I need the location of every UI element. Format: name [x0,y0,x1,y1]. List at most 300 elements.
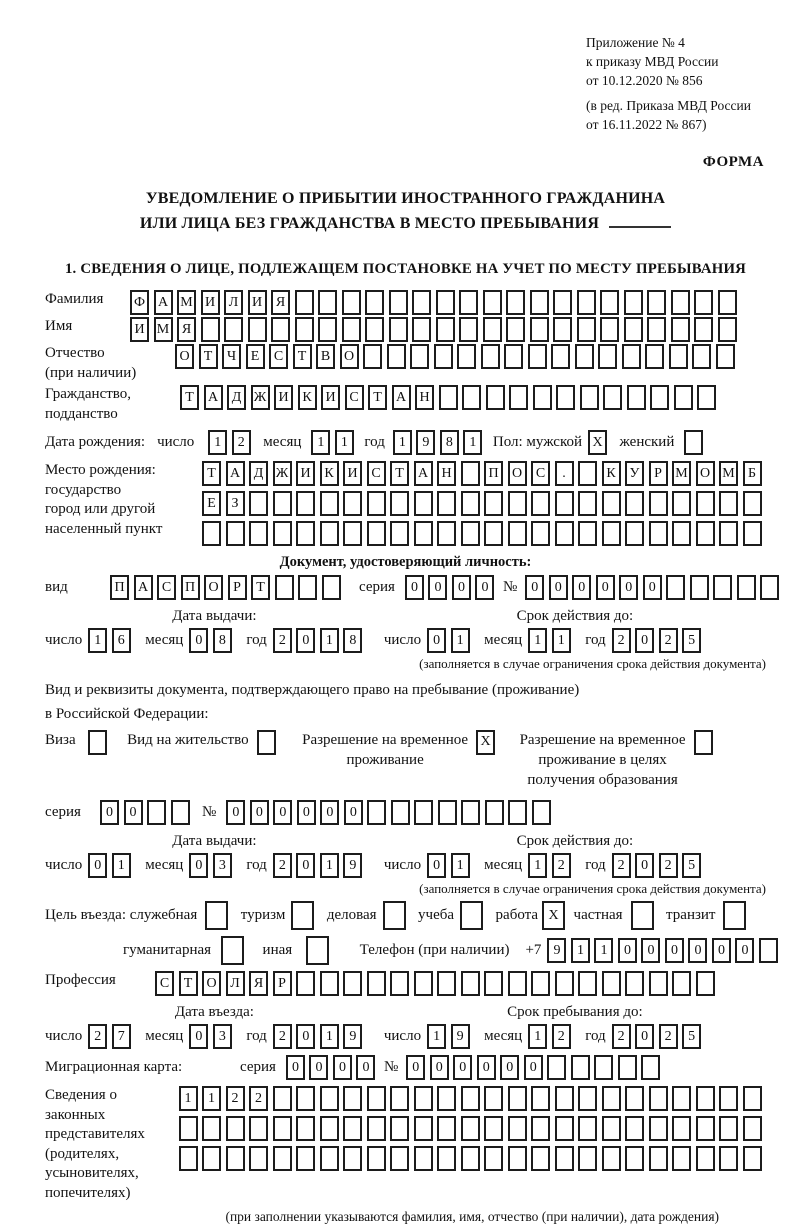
form-cell[interactable]: 0 [333,1055,352,1080]
form-cell[interactable]: Б [743,461,762,486]
form-cell[interactable] [318,317,337,342]
form-cell[interactable]: А [392,385,411,410]
form-cell[interactable] [461,1086,480,1111]
form-cell[interactable]: О [175,344,194,369]
form-cell[interactable] [743,521,762,546]
form-cell[interactable] [649,1146,668,1171]
form-cell[interactable]: 2 [249,1086,268,1111]
form-cell[interactable]: Т [199,344,218,369]
form-cell[interactable]: 1 [528,853,547,878]
form-cell[interactable]: В [316,344,335,369]
form-cell[interactable]: Я [177,317,196,342]
form-cell[interactable] [343,1146,362,1171]
form-cell[interactable]: 1 [571,938,590,963]
form-cell[interactable] [578,491,597,516]
form-cell[interactable] [484,1146,503,1171]
form-cell[interactable] [578,1116,597,1141]
form-cell[interactable]: А [134,575,153,600]
form-cell[interactable]: 1 [451,853,470,878]
form-cell[interactable] [390,971,409,996]
form-cell[interactable] [410,344,429,369]
form-cell[interactable] [631,901,654,930]
form-cell[interactable] [508,971,527,996]
form-cell[interactable] [696,1116,715,1141]
form-cell[interactable] [367,800,386,825]
form-cell[interactable]: 0 [641,938,660,963]
form-cell[interactable]: 1 [202,1086,221,1111]
form-cell[interactable] [484,521,503,546]
form-cell[interactable]: М [154,317,173,342]
form-cell[interactable]: 0 [453,1055,472,1080]
form-cell[interactable]: О [696,461,715,486]
form-cell[interactable] [389,290,408,315]
form-cell[interactable]: Ч [222,344,241,369]
form-cell[interactable] [684,430,703,455]
form-cell[interactable] [624,290,643,315]
form-cell[interactable] [719,521,738,546]
form-cell[interactable]: 0 [572,575,591,600]
form-cell[interactable] [275,575,294,600]
form-cell[interactable] [461,1116,480,1141]
form-cell[interactable]: 2 [226,1086,245,1111]
form-cell[interactable] [343,971,362,996]
form-cell[interactable]: Т [202,461,221,486]
form-cell[interactable] [434,344,453,369]
form-cell[interactable] [179,1146,198,1171]
form-cell[interactable]: 9 [416,430,435,455]
form-cell[interactable]: 0 [477,1055,496,1080]
form-cell[interactable] [547,1055,566,1080]
form-cell[interactable] [723,901,746,930]
form-cell[interactable] [343,1086,362,1111]
form-cell[interactable]: 0 [273,800,292,825]
form-cell[interactable] [624,317,643,342]
form-cell[interactable] [461,800,480,825]
form-cell[interactable]: Т [180,385,199,410]
form-cell[interactable] [291,901,314,930]
form-cell[interactable] [461,461,480,486]
form-cell[interactable] [484,1116,503,1141]
form-cell[interactable]: 1 [311,430,330,455]
form-cell[interactable] [390,1146,409,1171]
form-cell[interactable] [171,800,190,825]
form-cell[interactable] [367,971,386,996]
form-cell[interactable] [459,290,478,315]
form-cell[interactable] [647,290,666,315]
form-cell[interactable] [580,385,599,410]
form-cell[interactable] [531,1146,550,1171]
form-cell[interactable] [343,491,362,516]
form-cell[interactable]: 0 [309,1055,328,1080]
form-cell[interactable] [248,317,267,342]
form-cell[interactable]: 0 [427,628,446,653]
form-cell[interactable]: М [719,461,738,486]
form-cell[interactable]: И [130,317,149,342]
form-cell[interactable]: 0 [428,575,447,600]
form-cell[interactable]: 0 [320,800,339,825]
form-cell[interactable]: 0 [665,938,684,963]
form-cell[interactable] [306,936,329,965]
form-cell[interactable]: Т [179,971,198,996]
form-cell[interactable]: Н [437,461,456,486]
form-cell[interactable] [414,521,433,546]
form-cell[interactable] [412,290,431,315]
form-cell[interactable] [461,491,480,516]
form-cell[interactable] [296,971,315,996]
form-cell[interactable] [671,317,690,342]
form-cell[interactable]: X [588,430,607,455]
form-cell[interactable] [387,344,406,369]
form-cell[interactable] [249,491,268,516]
form-cell[interactable] [462,385,481,410]
form-cell[interactable]: 0 [596,575,615,600]
form-cell[interactable] [618,1055,637,1080]
form-cell[interactable]: 2 [612,853,631,878]
form-cell[interactable]: 8 [343,628,362,653]
form-cell[interactable] [436,317,455,342]
form-cell[interactable]: О [340,344,359,369]
form-cell[interactable] [571,1055,590,1080]
form-cell[interactable] [367,1146,386,1171]
form-cell[interactable] [508,1146,527,1171]
form-cell[interactable]: 1 [320,853,339,878]
form-cell[interactable] [578,1146,597,1171]
form-cell[interactable] [367,1116,386,1141]
form-cell[interactable] [627,385,646,410]
form-cell[interactable]: Р [228,575,247,600]
form-cell[interactable]: Н [415,385,434,410]
form-cell[interactable] [743,1146,762,1171]
form-cell[interactable] [625,1116,644,1141]
form-cell[interactable]: 5 [682,628,701,653]
form-cell[interactable]: 0 [88,853,107,878]
form-cell[interactable] [481,344,500,369]
form-cell[interactable] [438,800,457,825]
form-cell[interactable] [485,800,504,825]
form-cell[interactable]: 8 [213,628,232,653]
form-cell[interactable] [202,1146,221,1171]
form-cell[interactable] [414,1116,433,1141]
form-cell[interactable] [201,317,220,342]
form-cell[interactable] [342,290,361,315]
form-cell[interactable] [295,290,314,315]
form-cell[interactable] [594,1055,613,1080]
form-cell[interactable] [389,317,408,342]
form-cell[interactable] [674,385,693,410]
form-cell[interactable]: 0 [430,1055,449,1080]
form-cell[interactable] [296,491,315,516]
form-cell[interactable] [320,1146,339,1171]
form-cell[interactable] [414,971,433,996]
form-cell[interactable] [672,1086,691,1111]
form-cell[interactable]: 6 [112,628,131,653]
form-cell[interactable]: 1 [528,1024,547,1049]
form-cell[interactable]: 2 [232,430,251,455]
form-cell[interactable] [320,1116,339,1141]
form-cell[interactable]: Ж [251,385,270,410]
form-cell[interactable] [224,317,243,342]
form-cell[interactable]: 1 [320,1024,339,1049]
form-cell[interactable]: 0 [286,1055,305,1080]
form-cell[interactable]: X [476,730,495,755]
form-cell[interactable] [383,901,406,930]
form-cell[interactable]: Л [224,290,243,315]
form-cell[interactable] [457,344,476,369]
form-cell[interactable] [719,1116,738,1141]
form-cell[interactable] [343,1116,362,1141]
form-cell[interactable] [690,575,709,600]
form-cell[interactable]: Е [202,491,221,516]
form-cell[interactable] [226,1116,245,1141]
form-cell[interactable] [650,385,669,410]
form-cell[interactable]: Т [293,344,312,369]
form-cell[interactable] [672,491,691,516]
form-cell[interactable] [437,1116,456,1141]
form-cell[interactable] [391,800,410,825]
form-cell[interactable]: 2 [552,1024,571,1049]
form-cell[interactable]: 0 [712,938,731,963]
form-cell[interactable]: 0 [549,575,568,600]
form-cell[interactable]: А [414,461,433,486]
form-cell[interactable] [556,385,575,410]
form-cell[interactable] [202,521,221,546]
form-cell[interactable] [273,1086,292,1111]
form-cell[interactable] [551,344,570,369]
form-cell[interactable] [696,491,715,516]
form-cell[interactable]: Л [226,971,245,996]
form-cell[interactable]: 0 [500,1055,519,1080]
form-cell[interactable] [506,290,525,315]
form-cell[interactable] [414,800,433,825]
form-cell[interactable]: 0 [524,1055,543,1080]
form-cell[interactable]: 3 [213,1024,232,1049]
form-cell[interactable] [437,971,456,996]
form-cell[interactable]: 2 [612,628,631,653]
form-cell[interactable] [694,317,713,342]
form-cell[interactable]: Т [390,461,409,486]
form-cell[interactable] [649,971,668,996]
form-cell[interactable]: И [296,461,315,486]
form-cell[interactable]: 2 [659,628,678,653]
form-cell[interactable] [530,317,549,342]
form-cell[interactable]: 0 [427,853,446,878]
form-cell[interactable]: 0 [643,575,662,600]
form-cell[interactable]: О [508,461,527,486]
form-cell[interactable] [578,521,597,546]
form-cell[interactable]: К [320,461,339,486]
form-cell[interactable] [531,521,550,546]
form-cell[interactable] [273,491,292,516]
form-cell[interactable] [672,1146,691,1171]
form-cell[interactable] [414,1086,433,1111]
form-cell[interactable]: 9 [343,853,362,878]
form-cell[interactable] [602,1116,621,1141]
form-cell[interactable]: Я [249,971,268,996]
form-cell[interactable] [666,575,685,600]
form-cell[interactable]: 0 [344,800,363,825]
form-cell[interactable] [672,1116,691,1141]
form-cell[interactable] [718,317,737,342]
form-cell[interactable] [578,971,597,996]
form-cell[interactable]: П [110,575,129,600]
form-cell[interactable]: Е [246,344,265,369]
form-cell[interactable]: 0 [189,853,208,878]
form-cell[interactable] [221,936,244,965]
form-cell[interactable]: Ф [130,290,149,315]
form-cell[interactable] [483,290,502,315]
form-cell[interactable] [226,521,245,546]
form-cell[interactable]: 0 [452,575,471,600]
form-cell[interactable] [296,1146,315,1171]
form-cell[interactable]: С [269,344,288,369]
form-cell[interactable]: 0 [124,800,143,825]
form-cell[interactable] [226,1146,245,1171]
form-cell[interactable] [649,1116,668,1141]
form-cell[interactable]: М [672,461,691,486]
form-cell[interactable]: А [226,461,245,486]
form-cell[interactable]: 1 [208,430,227,455]
form-cell[interactable] [343,521,362,546]
form-cell[interactable] [437,521,456,546]
form-cell[interactable] [533,385,552,410]
form-cell[interactable]: С [157,575,176,600]
form-cell[interactable] [669,344,688,369]
form-cell[interactable]: 1 [594,938,613,963]
form-cell[interactable]: 5 [682,1024,701,1049]
form-cell[interactable]: 2 [552,853,571,878]
form-cell[interactable]: 0 [475,575,494,600]
form-cell[interactable] [600,317,619,342]
form-cell[interactable]: 9 [343,1024,362,1049]
form-cell[interactable] [367,1086,386,1111]
form-cell[interactable] [531,1116,550,1141]
form-cell[interactable]: X [542,901,565,930]
form-cell[interactable]: 0 [635,853,654,878]
form-cell[interactable]: 1 [88,628,107,653]
form-cell[interactable]: 1 [552,628,571,653]
form-cell[interactable]: Д [249,461,268,486]
form-cell[interactable] [575,344,594,369]
form-cell[interactable] [365,317,384,342]
form-cell[interactable] [390,521,409,546]
form-cell[interactable]: И [343,461,362,486]
form-cell[interactable] [320,1086,339,1111]
form-cell[interactable]: 1 [320,628,339,653]
form-cell[interactable]: О [202,971,221,996]
form-cell[interactable]: 2 [273,628,292,653]
form-cell[interactable] [390,491,409,516]
form-cell[interactable] [179,1116,198,1141]
form-cell[interactable] [531,971,550,996]
form-cell[interactable] [414,491,433,516]
form-cell[interactable] [553,317,572,342]
form-cell[interactable]: 1 [427,1024,446,1049]
form-cell[interactable]: 3 [213,853,232,878]
form-cell[interactable]: 9 [547,938,566,963]
form-cell[interactable] [461,521,480,546]
form-cell[interactable] [437,1086,456,1111]
form-cell[interactable] [696,1086,715,1111]
form-cell[interactable]: 2 [612,1024,631,1049]
form-cell[interactable] [647,317,666,342]
form-cell[interactable] [692,344,711,369]
form-cell[interactable] [295,317,314,342]
form-cell[interactable]: Я [271,290,290,315]
form-cell[interactable] [414,1146,433,1171]
form-cell[interactable] [625,1146,644,1171]
form-cell[interactable] [672,521,691,546]
form-cell[interactable]: 0 [618,938,637,963]
form-cell[interactable] [696,1146,715,1171]
form-cell[interactable] [602,521,621,546]
form-cell[interactable] [716,344,735,369]
form-cell[interactable] [696,971,715,996]
form-cell[interactable] [509,385,528,410]
form-cell[interactable]: 0 [356,1055,375,1080]
form-cell[interactable]: Ж [273,461,292,486]
form-cell[interactable]: 9 [451,1024,470,1049]
form-cell[interactable] [625,491,644,516]
form-cell[interactable]: 0 [525,575,544,600]
form-cell[interactable] [530,290,549,315]
form-cell[interactable] [249,521,268,546]
form-cell[interactable]: И [248,290,267,315]
form-cell[interactable] [555,491,574,516]
form-cell[interactable] [508,800,527,825]
form-cell[interactable] [484,971,503,996]
form-cell[interactable] [365,290,384,315]
form-cell[interactable] [437,491,456,516]
form-cell[interactable] [296,1086,315,1111]
form-cell[interactable]: У [625,461,644,486]
form-cell[interactable] [649,491,668,516]
form-cell[interactable] [320,521,339,546]
form-cell[interactable] [602,491,621,516]
form-cell[interactable] [760,575,779,600]
form-cell[interactable] [694,730,713,755]
form-cell[interactable]: К [602,461,621,486]
form-cell[interactable]: 0 [296,1024,315,1049]
form-cell[interactable]: С [367,461,386,486]
form-cell[interactable]: 1 [528,628,547,653]
form-cell[interactable] [249,1146,268,1171]
form-cell[interactable]: 7 [112,1024,131,1049]
form-cell[interactable] [460,901,483,930]
form-cell[interactable] [625,971,644,996]
form-cell[interactable] [602,971,621,996]
form-cell[interactable] [719,1086,738,1111]
form-cell[interactable] [363,344,382,369]
form-cell[interactable]: М [177,290,196,315]
form-cell[interactable]: 0 [405,575,424,600]
form-cell[interactable]: 0 [189,628,208,653]
form-cell[interactable] [555,521,574,546]
form-cell[interactable]: 5 [682,853,701,878]
form-cell[interactable]: 1 [451,628,470,653]
form-cell[interactable]: 2 [273,1024,292,1049]
form-cell[interactable] [532,800,551,825]
form-cell[interactable]: П [181,575,200,600]
form-cell[interactable] [318,290,337,315]
form-cell[interactable] [696,521,715,546]
form-cell[interactable] [486,385,505,410]
form-cell[interactable] [390,1086,409,1111]
form-cell[interactable] [436,290,455,315]
form-cell[interactable] [484,1086,503,1111]
form-cell[interactable] [602,1146,621,1171]
form-cell[interactable] [459,317,478,342]
form-cell[interactable] [694,290,713,315]
